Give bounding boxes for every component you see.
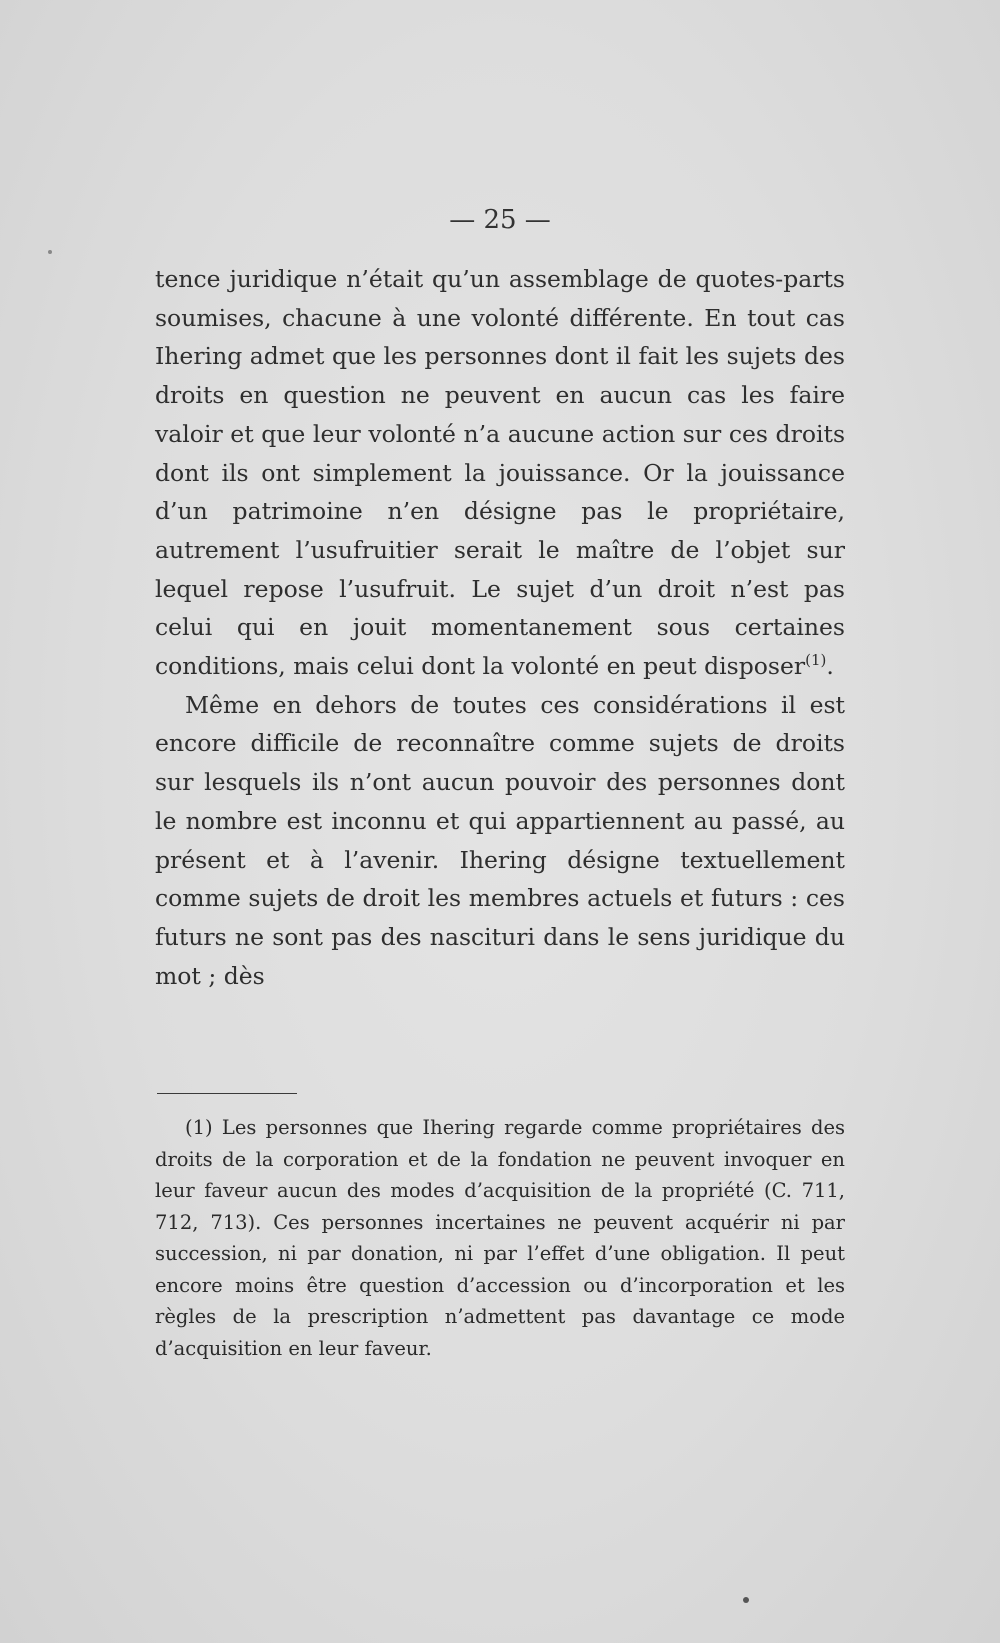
ink-speck [743,1597,749,1603]
ink-speck [48,250,52,254]
footnote-marker: (1) [185,1116,213,1139]
page-number: — 25 — [449,205,551,235]
footnote-reference: (1) [805,651,827,670]
paragraph-2: Même en dehors de toutes ces considérations il est encore difficile de reconnaître comme sujets de droits sur lesquels ils n’ont aucun pouvoir des personnes dont le nombre est inconnu et qui appartiennent au passé, au présent et à l’avenir. Ihering désigne textuellement comme sujets de droit les membres actuels et futurs : ces futurs ne sont pas des nascituri dans le sens juridique du mot ; dès [155,690,845,990]
paragraph-1-text: tence juridique n’était qu’un assemblage de quotes-parts soumises, chacune à une volonté différente. En tout cas Ihering admet que les personnes dont il fait les sujets des droits en question ne peuvent en aucun cas les faire valoir et que leur volonté n’a aucune action sur ces droits dont ils ont simplement la jouissance. Or la jouissance d’un patrimoine n’en désigne pas le propriétaire, autrement l’usufruitier serait le maître de l’objet sur lequel repose l’usufruit. Le sujet d’un droit n’est pas celui qui en jouit momentanement sous certaines conditions, mais celui dont la volonté en peut disposer [155,265,845,681]
footnote-text: Les personnes que Ihering regarde comme propriétaires des droits de la corporation et de la fondation ne peuvent invoquer en leur faveur aucun des modes d’acquisition de la propriété (C. 711, 712, 713). Ces personnes incertaines ne peuvent acquérir ni par succession, ni par donation, ni par l’effet d’une obligation. Il peut encore moins être question d’accession ou d’incorporation et les règles de la prescription n’admettent pas davantage ce mode d’acquisition en leur faveur. [155,1116,846,1360]
footnote [155,1112,845,1364]
paragraph-1 [155,260,845,686]
body-text [155,260,845,995]
paragraph-1-tail: . [826,652,834,681]
footnote-paragraph [155,1112,845,1364]
footnote-divider [157,1093,297,1094]
